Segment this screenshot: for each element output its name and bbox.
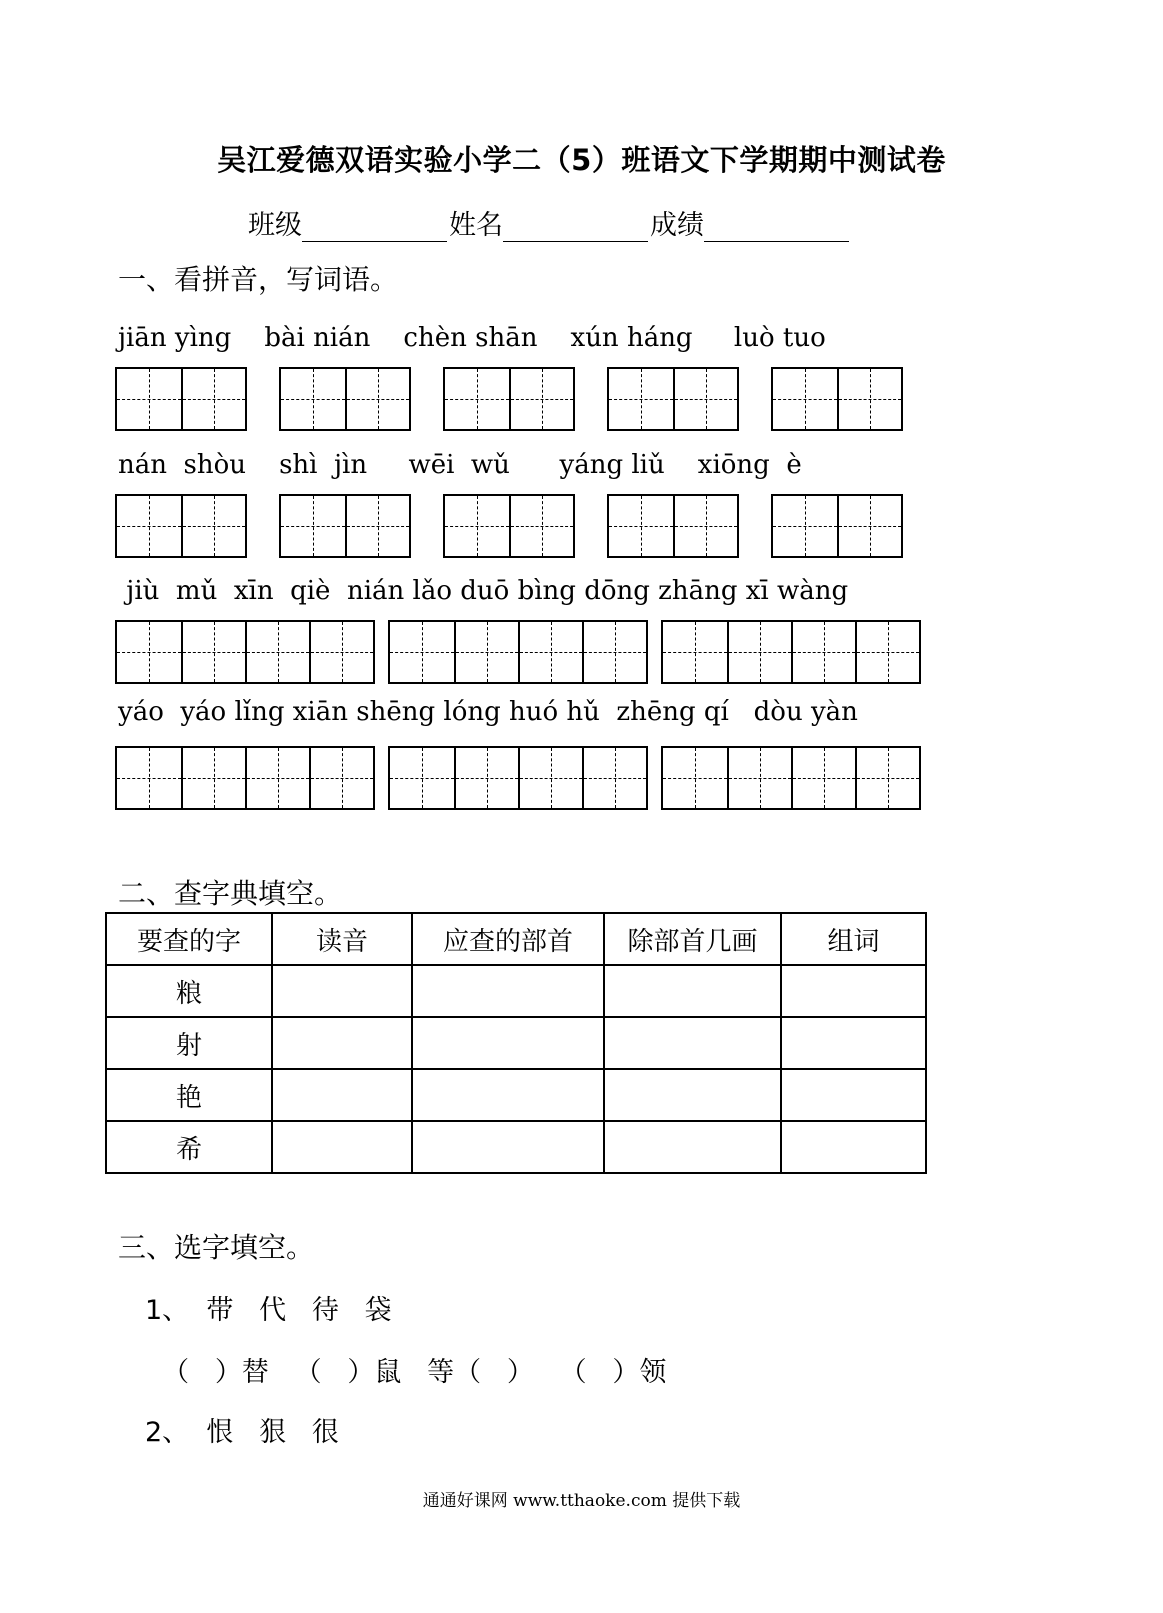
writing-cell[interactable]	[117, 369, 181, 429]
pinyin-row-2: nán shòu shì jìn wēi wǔ yáng liǔ xiōng è	[118, 450, 802, 480]
section3-heading: 三、选字填空。	[118, 1231, 315, 1264]
header-char: 要查的字	[106, 913, 272, 965]
writing-box[interactable]	[771, 367, 903, 431]
writing-box[interactable]	[661, 620, 921, 684]
pinyin-row-4: yáo yáo lǐng xiān shēng lóng huó hǔ zhēng qí dòu yàn	[118, 697, 858, 727]
writing-cell[interactable]	[673, 496, 737, 556]
writing-cell[interactable]	[181, 622, 245, 682]
answer-cell[interactable]	[412, 1017, 604, 1069]
answer-cell[interactable]	[412, 1121, 604, 1173]
answer-cell[interactable]	[604, 1017, 781, 1069]
writing-cell[interactable]	[117, 622, 181, 682]
writing-box[interactable]	[115, 367, 247, 431]
writing-cell[interactable]	[454, 622, 518, 682]
writing-box[interactable]	[443, 494, 575, 558]
char-cell: 希	[106, 1121, 272, 1173]
writing-cell[interactable]	[773, 369, 837, 429]
writing-cell[interactable]	[281, 369, 345, 429]
writing-box[interactable]	[661, 746, 921, 810]
writing-cell[interactable]	[673, 369, 737, 429]
writing-cell[interactable]	[791, 748, 855, 808]
page-title: 吴江爱德双语实验小学二（5）班语文下学期期中测试卷	[217, 143, 946, 177]
writing-cell[interactable]	[309, 622, 373, 682]
header-pronunciation: 读音	[272, 913, 412, 965]
name-blank[interactable]	[503, 211, 648, 242]
writing-cell[interactable]	[509, 369, 573, 429]
dictionary-table	[105, 912, 927, 1174]
writing-cell[interactable]	[445, 496, 509, 556]
writing-box[interactable]	[115, 746, 375, 810]
writing-cell[interactable]	[390, 622, 454, 682]
writing-cell[interactable]	[345, 496, 409, 556]
table-header-row	[106, 913, 926, 965]
writing-cell[interactable]	[117, 496, 181, 556]
pinyin-row-3: jiù mǔ xīn qiè nián lǎo duō bìng dōng zhāng xī wàng	[118, 576, 849, 606]
writing-cell[interactable]	[837, 369, 901, 429]
writing-cell[interactable]	[518, 748, 582, 808]
answer-cell[interactable]	[272, 965, 412, 1017]
answer-cell[interactable]	[604, 1069, 781, 1121]
class-blank[interactable]	[302, 211, 447, 242]
footer-text: 通通好课网 www.tthaoke.com 提供下载	[422, 1491, 741, 1511]
char-cell: 艳	[106, 1069, 272, 1121]
question-1-blanks: （ ）替 （ ）鼠 等（ ） （ ）领	[145, 1357, 667, 1388]
question-2-options: 2、 恨 狠 很	[145, 1417, 339, 1448]
answer-cell[interactable]	[272, 1017, 412, 1069]
writing-cell[interactable]	[445, 369, 509, 429]
writing-cell[interactable]	[663, 622, 727, 682]
writing-cell[interactable]	[773, 496, 837, 556]
answer-cell[interactable]	[412, 965, 604, 1017]
table-row	[106, 1069, 926, 1121]
writing-cell[interactable]	[181, 496, 245, 556]
char-cell: 粮	[106, 965, 272, 1017]
writing-box[interactable]	[388, 746, 648, 810]
writing-cell[interactable]	[609, 369, 673, 429]
answer-cell[interactable]	[604, 965, 781, 1017]
answer-cell[interactable]	[412, 1069, 604, 1121]
answer-cell[interactable]	[272, 1121, 412, 1173]
writing-cell[interactable]	[181, 748, 245, 808]
score-label: 成绩	[650, 210, 704, 241]
writing-cell[interactable]	[281, 496, 345, 556]
writing-cell[interactable]	[245, 748, 309, 808]
table-row	[106, 965, 926, 1017]
writing-cell[interactable]	[518, 622, 582, 682]
writing-cell[interactable]	[663, 748, 727, 808]
writing-cell[interactable]	[582, 748, 646, 808]
writing-box[interactable]	[279, 494, 411, 558]
writing-box[interactable]	[388, 620, 648, 684]
writing-box[interactable]	[115, 494, 247, 558]
writing-cell[interactable]	[855, 622, 919, 682]
writing-cell[interactable]	[454, 748, 518, 808]
table-row	[106, 1121, 926, 1173]
char-cell: 射	[106, 1017, 272, 1069]
writing-cell[interactable]	[837, 496, 901, 556]
writing-cell[interactable]	[582, 622, 646, 682]
table-row	[106, 1017, 926, 1069]
writing-box[interactable]	[607, 367, 739, 431]
writing-box[interactable]	[115, 620, 375, 684]
writing-cell[interactable]	[727, 748, 791, 808]
writing-cell[interactable]	[181, 369, 245, 429]
writing-cell[interactable]	[345, 369, 409, 429]
writing-box[interactable]	[607, 494, 739, 558]
writing-box[interactable]	[279, 367, 411, 431]
answer-cell[interactable]	[781, 1017, 926, 1069]
score-blank[interactable]	[704, 211, 849, 242]
writing-cell[interactable]	[117, 748, 181, 808]
header-word: 组词	[781, 913, 926, 965]
student-info-line	[248, 203, 851, 242]
writing-cell[interactable]	[309, 748, 373, 808]
question-1-options: 1、 带 代 待 袋	[145, 1295, 392, 1326]
answer-cell[interactable]	[781, 1121, 926, 1173]
name-label: 姓名	[449, 210, 503, 241]
section2-heading: 二、查字典填空。	[118, 877, 343, 910]
writing-cell[interactable]	[390, 748, 454, 808]
writing-cell[interactable]	[791, 622, 855, 682]
writing-cell[interactable]	[509, 496, 573, 556]
writing-box[interactable]	[771, 494, 903, 558]
answer-cell[interactable]	[781, 965, 926, 1017]
writing-cell[interactable]	[245, 622, 309, 682]
writing-cell[interactable]	[727, 622, 791, 682]
pinyin-row-1: jiān yìng bài nián chèn shān xún háng luò tuo	[118, 323, 826, 353]
answer-cell[interactable]	[781, 1069, 926, 1121]
header-strokes: 除部首几画	[604, 913, 781, 965]
writing-box[interactable]	[443, 367, 575, 431]
header-radical: 应查的部首	[412, 913, 604, 965]
answer-cell[interactable]	[604, 1121, 781, 1173]
answer-cell[interactable]	[272, 1069, 412, 1121]
writing-cell[interactable]	[855, 748, 919, 808]
writing-cell[interactable]	[609, 496, 673, 556]
section1-heading: 一、看拼音，写词语。	[118, 263, 399, 296]
class-label: 班级	[248, 210, 302, 241]
